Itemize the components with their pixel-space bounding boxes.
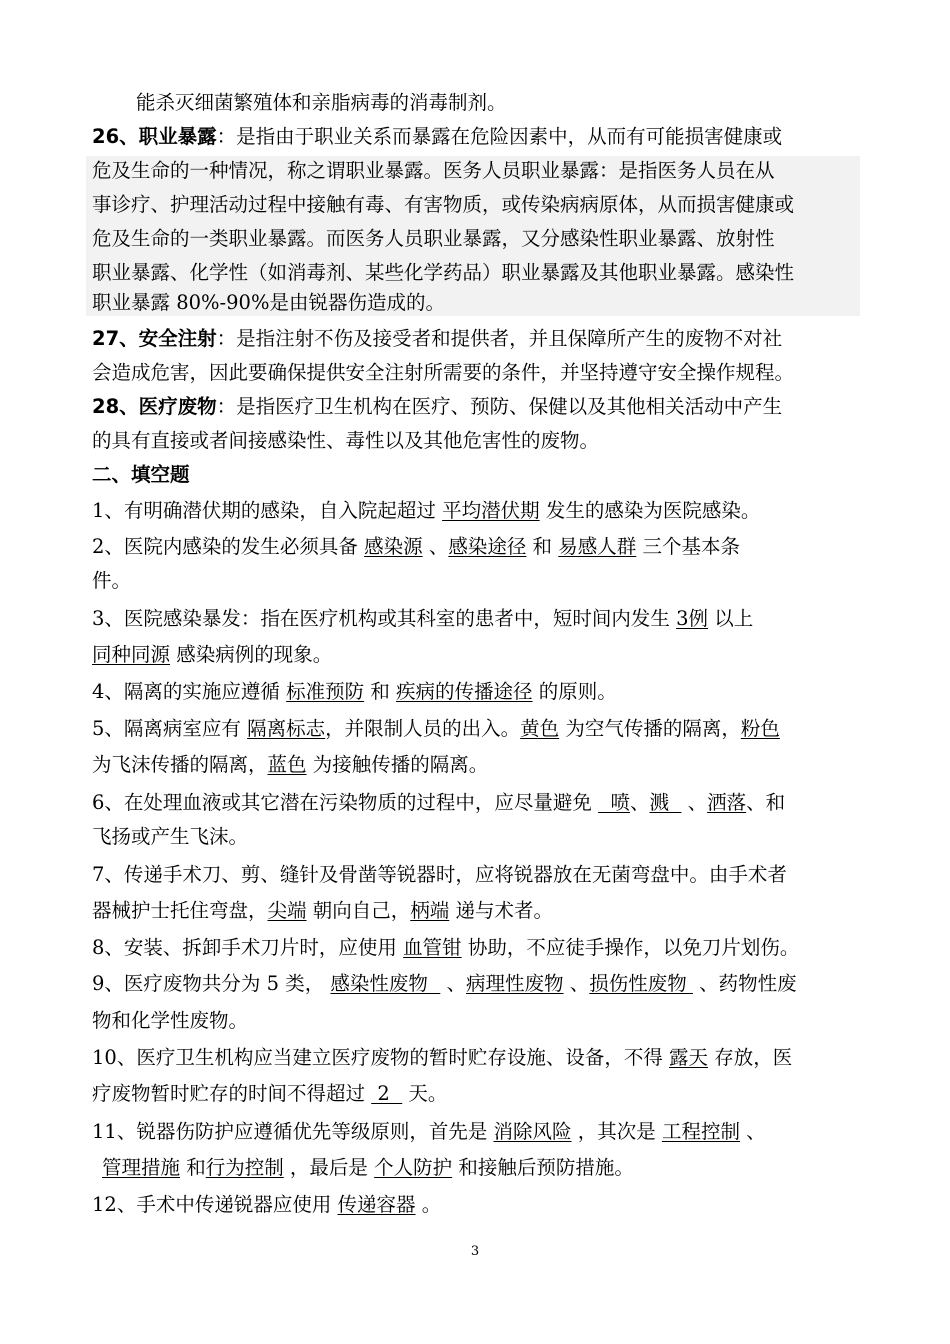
definition-28 — [92, 392, 782, 422]
question-7 — [92, 860, 787, 890]
question-12 — [92, 1190, 441, 1220]
answer: 平均潜伏期 — [442, 499, 540, 522]
answer: 标准预防 — [286, 680, 365, 703]
answer: 2 — [371, 1082, 403, 1105]
answer: 感染途径 — [448, 535, 527, 558]
definition-line — [92, 358, 794, 388]
text: ：是指注射不伤及接受者和提供者，并且保障所产生的废物不对社 — [216, 327, 783, 350]
text: 的具有直接或者间接感染性、毒性以及其他危害性的废物。 — [92, 429, 600, 452]
answer: 溅 — [649, 791, 682, 814]
text: 递与术者。 — [449, 899, 553, 922]
question-8 — [92, 933, 799, 963]
text: 2、医院内感染的发生必须具备 — [92, 535, 365, 558]
answer: 3例 — [676, 607, 709, 630]
text: 职业暴露 80%-90%是由锐器伤造成的。 — [92, 291, 445, 314]
question-5-cont — [92, 750, 488, 780]
definition-line — [92, 156, 775, 186]
text: 10、医疗卫生机构应当建立医疗废物的暂时贮存设施、设备，不得 — [92, 1046, 670, 1069]
question-3 — [92, 604, 753, 634]
question-9-cont — [92, 1006, 248, 1036]
page-number: 3 — [470, 1244, 480, 1259]
text: 三个基本条 — [636, 535, 740, 558]
question-2-cont — [92, 566, 131, 596]
text: 事诊疗、护理活动过程中接触有毒、有害物质，或传染病病原体，从而损害健康或 — [92, 193, 795, 216]
answer: 感染性废物 — [330, 972, 441, 995]
answer: 损伤性废物 — [589, 972, 693, 995]
text: 以上 — [708, 607, 754, 630]
question-9 — [92, 969, 797, 999]
text: 和 — [180, 1156, 206, 1179]
definition-line — [92, 258, 794, 288]
answer: 工程控制 — [661, 1120, 740, 1143]
text: 朝向自己， — [306, 899, 411, 922]
question-10 — [92, 1043, 792, 1073]
question-2 — [92, 532, 740, 562]
text: 。 — [415, 1193, 442, 1216]
term-26: 26、职业暴露 — [92, 125, 217, 148]
definition-26 — [92, 122, 782, 152]
text: 飞扬或产生飞沫。 — [92, 825, 249, 848]
text: 3、医院感染暴发：指在医疗机构或其科室的患者中，短时间内发生 — [92, 607, 677, 630]
question-10-cont — [92, 1079, 447, 1109]
answer: 管理措施 — [102, 1156, 181, 1179]
text: 、 — [440, 972, 467, 995]
text: 为空气传播的隔离， — [559, 717, 741, 740]
text: 9、医疗废物共分为 5 类， — [92, 972, 331, 995]
answer: 血管钳 — [403, 936, 462, 959]
text: 、 — [563, 972, 590, 995]
text: 职业暴露、化学性（如消毒剂、某些化学药品）职业暴露及其他职业暴露。感染性 — [92, 261, 795, 284]
question-11-cont — [102, 1153, 634, 1183]
question-4 — [92, 677, 617, 707]
text: 件。 — [92, 569, 132, 592]
answer: 消除风险 — [493, 1120, 572, 1143]
definition-line — [92, 224, 775, 254]
definition-line — [92, 426, 599, 456]
text: 1、有明确潜伏期的感染，自入院起超过 — [92, 499, 443, 522]
answer: 传递容器 — [337, 1193, 416, 1216]
term-27: 27、安全注射 — [92, 327, 217, 350]
question-6-cont — [92, 822, 248, 852]
text: 4、隔离的实施应遵循 — [92, 680, 287, 703]
question-11 — [92, 1117, 766, 1147]
text: 为接触传播的隔离。 — [306, 753, 489, 776]
definition-line — [92, 288, 445, 318]
text: 发生的感染为医院感染。 — [539, 499, 761, 522]
question-6 — [92, 788, 785, 818]
question-3-cont — [92, 640, 332, 670]
answer: 黄色 — [520, 717, 560, 740]
question-5 — [92, 714, 780, 744]
section-title: 二、填空题 — [92, 463, 190, 486]
answer: 易感人群 — [558, 535, 637, 558]
text: 的原则。 — [532, 680, 617, 703]
text: 危及生命的一种情况，称之谓职业暴露。医务人员职业暴露：是指医务人员在从 — [92, 159, 775, 182]
text: 12、手术中传递锐器应使用 — [92, 1193, 338, 1216]
question-1 — [92, 496, 760, 526]
text: 6、在处理血液或其它潜在污染物质的过程中，应尽量避免 — [92, 791, 599, 814]
definition-line — [92, 190, 794, 220]
text: 危及生命的一类职业暴露。而医务人员职业暴露，又分感染性职业暴露、放射性 — [92, 227, 775, 250]
answer: 喷 — [598, 791, 631, 814]
answer: 病理性废物 — [466, 972, 564, 995]
text: ，最后是 — [283, 1156, 375, 1179]
text: 天。 — [402, 1082, 448, 1105]
text: 11、锐器伤防护应遵循优先等级原则，首先是 — [92, 1120, 494, 1143]
answer: 露天 — [669, 1046, 709, 1069]
answer: 同种同源 — [92, 643, 171, 666]
text: 7、传递手术刀、剪、缝针及骨凿等锐器时，应将锐器放在无菌弯盘中。由手术者 — [92, 863, 787, 886]
text: 器械护士托住弯盘， — [92, 899, 268, 922]
text: 物和化学性废物。 — [92, 1009, 249, 1032]
answer: 隔离标志 — [247, 717, 326, 740]
text: ，并限制人员的出入。 — [325, 717, 521, 740]
text: ，其次是 — [571, 1120, 662, 1143]
text: 、和 — [746, 791, 786, 814]
answer: 行为控制 — [205, 1156, 284, 1179]
answer: 柄端 — [410, 899, 450, 922]
answer: 洒落 — [707, 791, 747, 814]
definition-27 — [92, 324, 782, 354]
text: 、 — [681, 791, 708, 814]
term-28: 28、医疗废物 — [92, 395, 217, 418]
text: 、 — [422, 535, 449, 558]
question-7-cont — [92, 896, 553, 926]
text: 、药物性废 — [692, 972, 797, 995]
text: 能杀灭细菌繁殖体和亲脂病毒的消毒制剂。 — [136, 91, 507, 114]
answer: 尖端 — [267, 899, 307, 922]
answer: 个人防护 — [374, 1156, 453, 1179]
answer: 感染源 — [364, 535, 423, 558]
text: 、 — [739, 1120, 766, 1143]
text: 5、隔离病室应有 — [92, 717, 248, 740]
text: ：是指由于职业关系而暴露在危险因素中，从而有可能损害健康或 — [216, 125, 783, 148]
answer: 粉色 — [740, 717, 780, 740]
text: 感染病例的现象。 — [170, 643, 333, 666]
text: 会造成危害，因此要确保提供安全注射所需要的条件，并坚持遵守安全操作规程。 — [92, 361, 795, 384]
text: 疗废物暂时贮存的时间不得超过 — [92, 1082, 372, 1105]
answer: 疾病的传播途径 — [396, 680, 533, 703]
text: 为飞沫传播的隔离， — [92, 753, 268, 776]
text: 和接触后预防措施。 — [452, 1156, 634, 1179]
text: 、 — [630, 791, 650, 814]
text: 和 — [526, 535, 559, 558]
text: 和 — [364, 680, 397, 703]
text: 协助，不应徒手操作，以免刀片划伤。 — [461, 936, 800, 959]
text: 存放，医 — [708, 1046, 793, 1069]
text: ：是指医疗卫生机构在医疗、预防、保健以及其他相关活动中产生 — [216, 395, 783, 418]
text: 8、安装、拆卸手术刀片时，应使用 — [92, 936, 404, 959]
answer: 蓝色 — [267, 753, 307, 776]
definition-line — [136, 88, 507, 118]
